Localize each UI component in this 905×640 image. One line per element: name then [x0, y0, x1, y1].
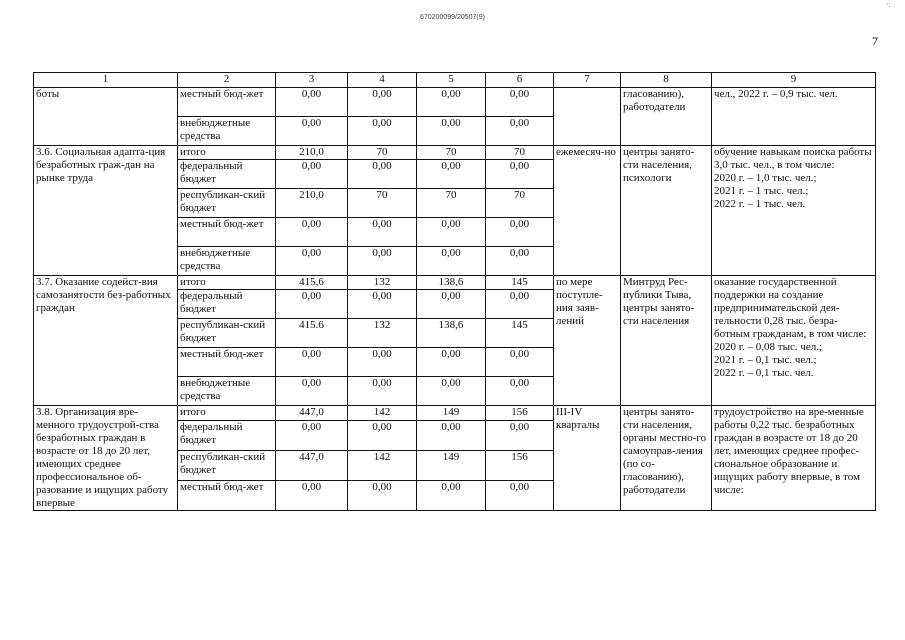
funding-source-cell: федеральный бюджет: [178, 420, 276, 450]
amount-total-cell: 0,00: [276, 480, 348, 510]
amount-2022-cell: 145: [486, 319, 554, 348]
result-cell: чел., 2022 г. – 0,9 тыс. чел.: [712, 88, 876, 146]
amount-2022-cell: 145: [486, 276, 554, 290]
funding-source-cell: итого: [178, 276, 276, 290]
funding-source-cell: внебюджетные средства: [178, 377, 276, 406]
table-row: [34, 146, 876, 160]
amount-total-cell: 0,00: [276, 348, 348, 377]
period-cell: по мере поступле-ния заяв-лений: [554, 276, 621, 406]
amount-total-cell: 415,6: [276, 276, 348, 290]
period-cell: ежемесяч-но: [554, 146, 621, 276]
funding-source-cell: итого: [178, 406, 276, 421]
funding-source-cell: федеральный бюджет: [178, 160, 276, 189]
amount-2021-cell: 0,00: [417, 160, 486, 189]
amount-total-cell: 0,00: [276, 377, 348, 406]
amount-2021-cell: 0,00: [417, 377, 486, 406]
header-cell: 3: [276, 73, 348, 88]
executors-cell: гласованию), работодатели: [621, 88, 712, 146]
amount-total-cell: 0,00: [276, 218, 348, 247]
amount-2022-cell: 0,00: [486, 377, 554, 406]
funding-source-cell: республикан-ский бюджет: [178, 319, 276, 348]
amount-2021-cell: 138,6: [417, 319, 486, 348]
amount-total-cell: 415.6: [276, 319, 348, 348]
period-cell: III-IV кварталы: [554, 406, 621, 511]
amount-2022-cell: 0,00: [486, 480, 554, 510]
amount-2022-cell: 0,00: [486, 290, 554, 319]
result-cell: обучение навыкам поиска работы 3,0 тыс. чел., в том числе: 2020 г. – 1,0 тыс. чел.; 2021 г. – 1 тыс. чел.; 2022 г. – 1 тыс. чел.: [712, 146, 876, 276]
amount-total-cell: 210,0: [276, 189, 348, 218]
period-cell: [554, 88, 621, 146]
amount-2022-cell: 0,00: [486, 117, 554, 146]
funding-source-cell: местный бюд-жет: [178, 348, 276, 377]
amount-2020-cell: 0,00: [348, 348, 417, 377]
amount-2021-cell: 0,00: [417, 348, 486, 377]
amount-2021-cell: 138,6: [417, 276, 486, 290]
amount-2022-cell: 156: [486, 450, 554, 480]
amount-2020-cell: 132: [348, 276, 417, 290]
funding-source-cell: внебюджетные средства: [178, 117, 276, 146]
amount-2021-cell: 0,00: [417, 480, 486, 510]
amount-total-cell: 210,0: [276, 146, 348, 160]
executors-cell: центры занято-сти населения, психологи: [621, 146, 712, 276]
amount-total-cell: 0,00: [276, 117, 348, 146]
document-id: 670200099/20507(9): [419, 14, 485, 21]
funding-source-cell: республикан-ский бюджет: [178, 450, 276, 480]
amount-2020-cell: 142: [348, 450, 417, 480]
amount-2022-cell: 70: [486, 189, 554, 218]
amount-2020-cell: 0,00: [348, 160, 417, 189]
amount-2020-cell: 132: [348, 319, 417, 348]
amount-2020-cell: 70: [348, 146, 417, 160]
amount-total-cell: 0,00: [276, 420, 348, 450]
amount-2022-cell: 0,00: [486, 218, 554, 247]
funding-source-cell: республикан-ский бюджет: [178, 189, 276, 218]
amount-2022-cell: 0,00: [486, 420, 554, 450]
amount-total-cell: 0,00: [276, 290, 348, 319]
amount-2020-cell: 0,00: [348, 117, 417, 146]
funding-source-cell: итого: [178, 146, 276, 160]
amount-2021-cell: 0,00: [417, 88, 486, 117]
executors-cell: Минтруд Рес-публики Тыва, центры занято-сти населения: [621, 276, 712, 406]
amount-2020-cell: 0,00: [348, 377, 417, 406]
amount-total-cell: 447,0: [276, 450, 348, 480]
amount-2022-cell: 0,00: [486, 88, 554, 117]
amount-2020-cell: 0,00: [348, 218, 417, 247]
amount-2020-cell: 142: [348, 406, 417, 421]
scan-corner-mark: ·:: [886, 0, 891, 9]
amount-2020-cell: 0,00: [348, 290, 417, 319]
amount-2021-cell: 0,00: [417, 290, 486, 319]
header-cell: 1: [34, 73, 178, 88]
amount-2022-cell: 70: [486, 146, 554, 160]
amount-2021-cell: 0,00: [417, 247, 486, 276]
header-cell: 2: [178, 73, 276, 88]
result-cell: оказание государственной поддержки на создание предпринимательской дея-тельности 0,28 тыс. безра-ботным гражданам, в том числе: 2020 г. – 0,08 тыс. чел.; 2021 г. – 0,1 тыс. чел.; 2022 г. – 0,1 тыс. чел.: [712, 276, 876, 406]
amount-2022-cell: 0,00: [486, 247, 554, 276]
amount-2021-cell: 70: [417, 189, 486, 218]
amount-2020-cell: 70: [348, 189, 417, 218]
measure-cell: боты: [34, 88, 178, 146]
header-cell: 7: [554, 73, 621, 88]
amount-2020-cell: 0,00: [348, 420, 417, 450]
header-cell: 9: [712, 73, 876, 88]
header-cell: 5: [417, 73, 486, 88]
amount-total-cell: 0,00: [276, 88, 348, 117]
header-cell: 4: [348, 73, 417, 88]
amount-2020-cell: 0,00: [348, 247, 417, 276]
header-cell: 8: [621, 73, 712, 88]
measure-cell: 3.7. Оказание содейст-вия самозанятости без-работных граждан: [34, 276, 178, 406]
amount-2021-cell: 70: [417, 146, 486, 160]
amount-2021-cell: 0,00: [417, 117, 486, 146]
measure-cell: 3.8. Организация вре-менного трудоустрой-ства безработных граждан в возрасте от 18 до 20 лет, имеющих среднее профессиональное об-разование и ищущих работу впервые: [34, 406, 178, 511]
funding-source-cell: местный бюд-жет: [178, 218, 276, 247]
executors-cell: центры занято-сти населения, органы местно-го самоуправ-ления (по со-гласованию), работодатели: [621, 406, 712, 511]
amount-total-cell: 447,0: [276, 406, 348, 421]
table-header-row: [34, 73, 876, 88]
funding-source-cell: местный бюд-жет: [178, 88, 276, 117]
funding-source-cell: местный бюд-жет: [178, 480, 276, 510]
amount-2022-cell: 156: [486, 406, 554, 421]
amount-2021-cell: 0,00: [417, 218, 486, 247]
amount-total-cell: 0,00: [276, 247, 348, 276]
program-table: [33, 72, 876, 511]
header-cell: 6: [486, 73, 554, 88]
table-row: [34, 88, 876, 117]
amount-2021-cell: 0,00: [417, 420, 486, 450]
amount-2020-cell: 0,00: [348, 88, 417, 117]
measure-cell: 3.6. Социальная адапта-ция безработных граж-дан на рынке труда: [34, 146, 178, 276]
result-cell: трудоустройство на вре-менные работы 0,22 тыс. безработных граждан в возрасте от 18 до 20 лет, имеющих среднее профес-сиональное образование и ищущих работу впервые, в том числе:: [712, 406, 876, 511]
table-row: [34, 276, 876, 290]
amount-2020-cell: 0,00: [348, 480, 417, 510]
amount-2021-cell: 149: [417, 406, 486, 421]
funding-source-cell: федеральный бюджет: [178, 290, 276, 319]
amount-2021-cell: 149: [417, 450, 486, 480]
funding-source-cell: внебюджетные средства: [178, 247, 276, 276]
amount-2022-cell: 0,00: [486, 160, 554, 189]
amount-2022-cell: 0,00: [486, 348, 554, 377]
table-row: [34, 406, 876, 421]
page-number: 7: [872, 34, 878, 48]
amount-total-cell: 0,00: [276, 160, 348, 189]
